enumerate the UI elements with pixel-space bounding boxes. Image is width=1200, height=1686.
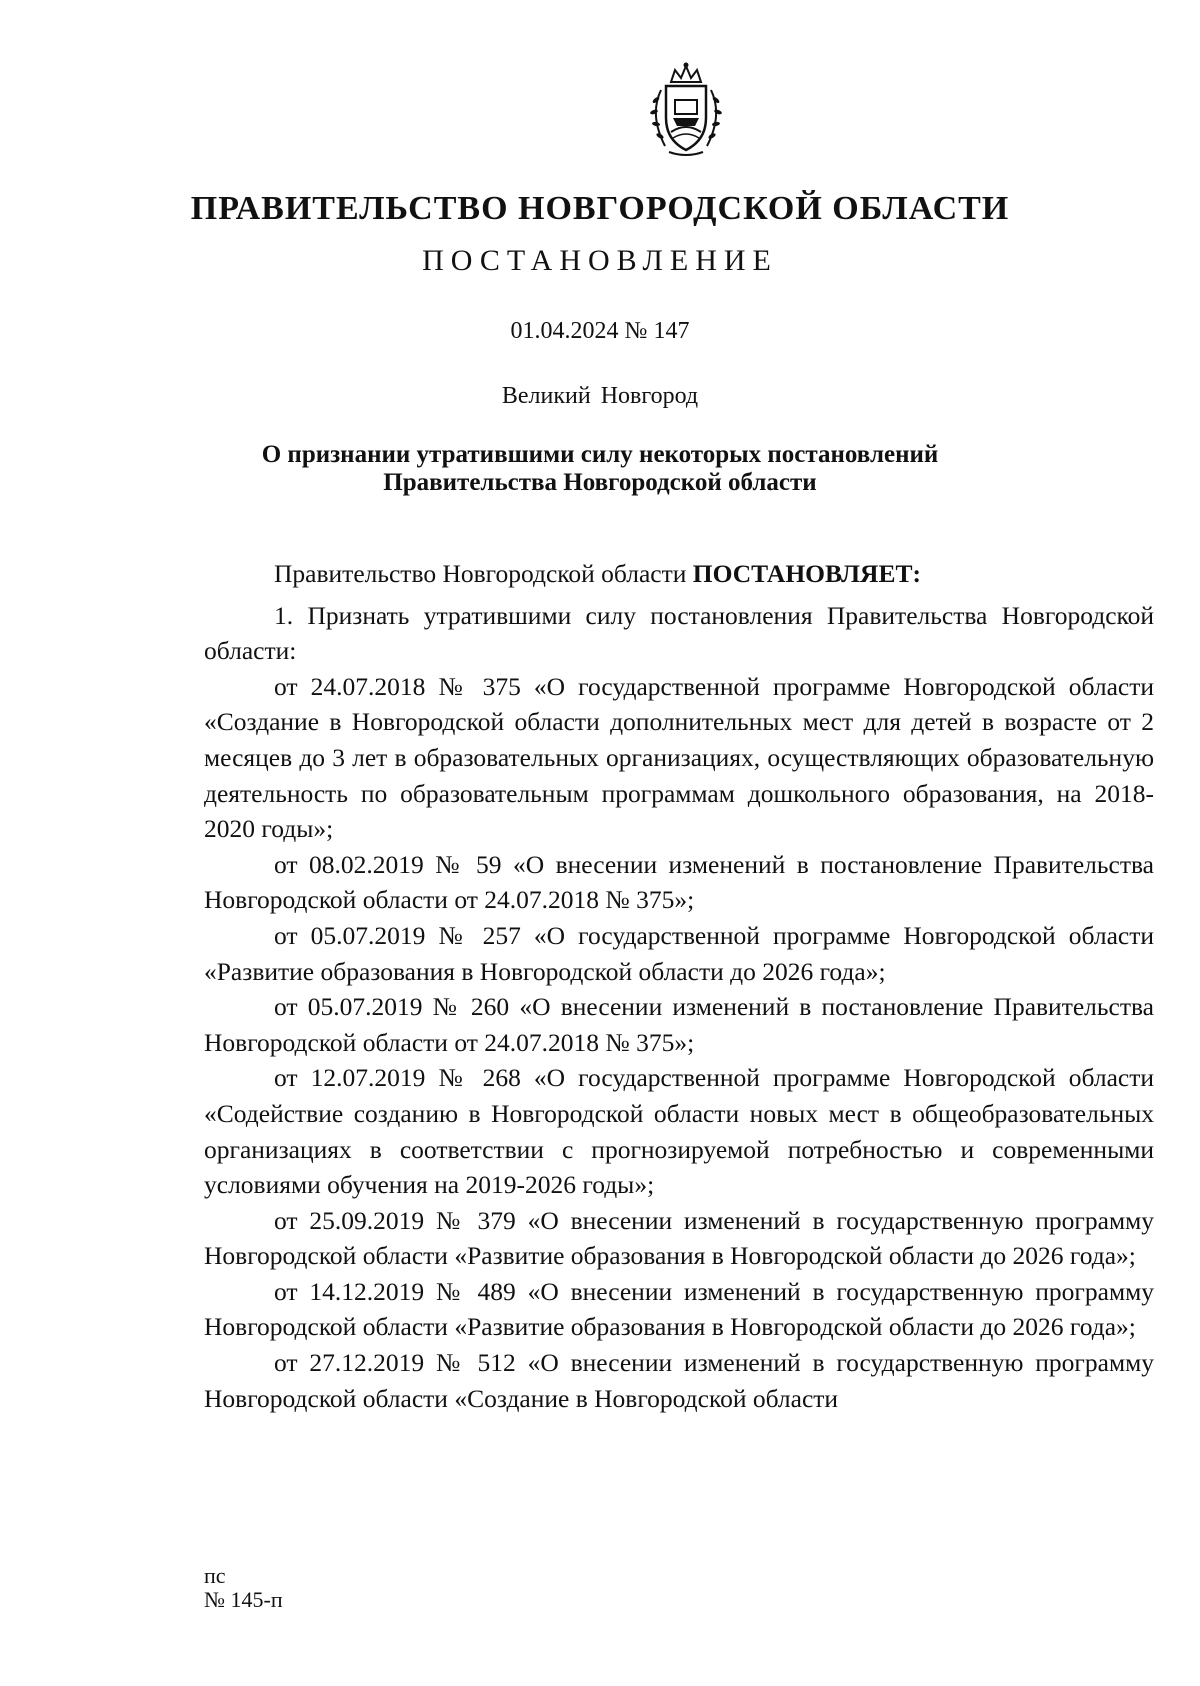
- footer-mark: [204, 1564, 283, 1612]
- organization-title: ПРАВИТЕЛЬСТВО НОВГОРОДСКОЙ ОБЛАСТИ: [190, 190, 1010, 227]
- paragraph-4: от 05.07.2019 № 257 «О государственной программе Новгородской области «Развитие образования в Новгородской области до 2026 года»;: [204, 920, 1154, 986]
- paragraph-8: от 14.12.2019 № 489 «О внесении изменений в государственную программу Новгородской области «Развитие образования в Новгородской области до 2026 года»;: [204, 1276, 1154, 1342]
- date-number: 01.04.2024 № 147: [510, 318, 690, 344]
- footer-line-2: № 145-п: [204, 1587, 283, 1612]
- coat-of-arms-icon: [631, 60, 741, 160]
- document-type: ПОСТАНОВЛЕНИЕ: [422, 244, 778, 277]
- preamble-text: Правительство Новгородской области: [274, 559, 693, 588]
- paragraph-6: от 12.07.2019 № 268 «О государственной программе Новгородской области «Содействие созданию в Новгородской области новых мест в общеобразовательных организациях в соответствии с прогнозируемой потребностью и современными условиями обучения на 2019-2026 годы»;: [204, 1063, 1154, 1200]
- paragraph-5: от 05.07.2019 № 260 «О внесении изменений в постановление Правительства Новгородской области от 24.07.2018 № 375»;: [204, 992, 1154, 1057]
- footer-line-1: пс: [204, 1563, 226, 1588]
- document-title-line-2: Правительства Новгородской области: [383, 469, 817, 496]
- paragraph-3: от 08.02.2019 № 59 «О внесении изменений в постановление Правительства Новгородской области от 24.07.2018 № 375»;: [204, 849, 1154, 915]
- city: Великий Новгород: [501, 383, 699, 409]
- document-title-line-1: О признании утратившими силу некоторых постановлений: [261, 441, 939, 468]
- preamble-bold: ПОСТАНОВЛЯЕТ:: [692, 559, 921, 588]
- paragraph-7: от 25.09.2019 № 379 «О внесении изменений в государственную программу Новгородской области «Развитие образования в Новгородской области до 2026 года»;: [204, 1205, 1154, 1271]
- paragraph-1: 1. Признать утратившими силу постановления Правительства Новгородской области:: [204, 600, 1154, 666]
- paragraph-9: от 27.12.2019 № 512 «О внесении изменений в государственную программу Новгородской области «Создание в Новгородской области: [204, 1348, 1154, 1413]
- paragraph-2: от 24.07.2018 № 375 «О государственной программе Новгородской области «Создание в Новгородской области дополнительных мест для детей в возрасте от 2 месяцев до 3 лет в образовательных организациях, осуществляющих образовательную деятельность по образовательным программам дошкольного образования, на 2018-2020 годы»;: [204, 671, 1154, 844]
- document-title: [0, 441, 1200, 497]
- document-body: [204, 556, 1154, 1416]
- preamble: [204, 556, 1154, 592]
